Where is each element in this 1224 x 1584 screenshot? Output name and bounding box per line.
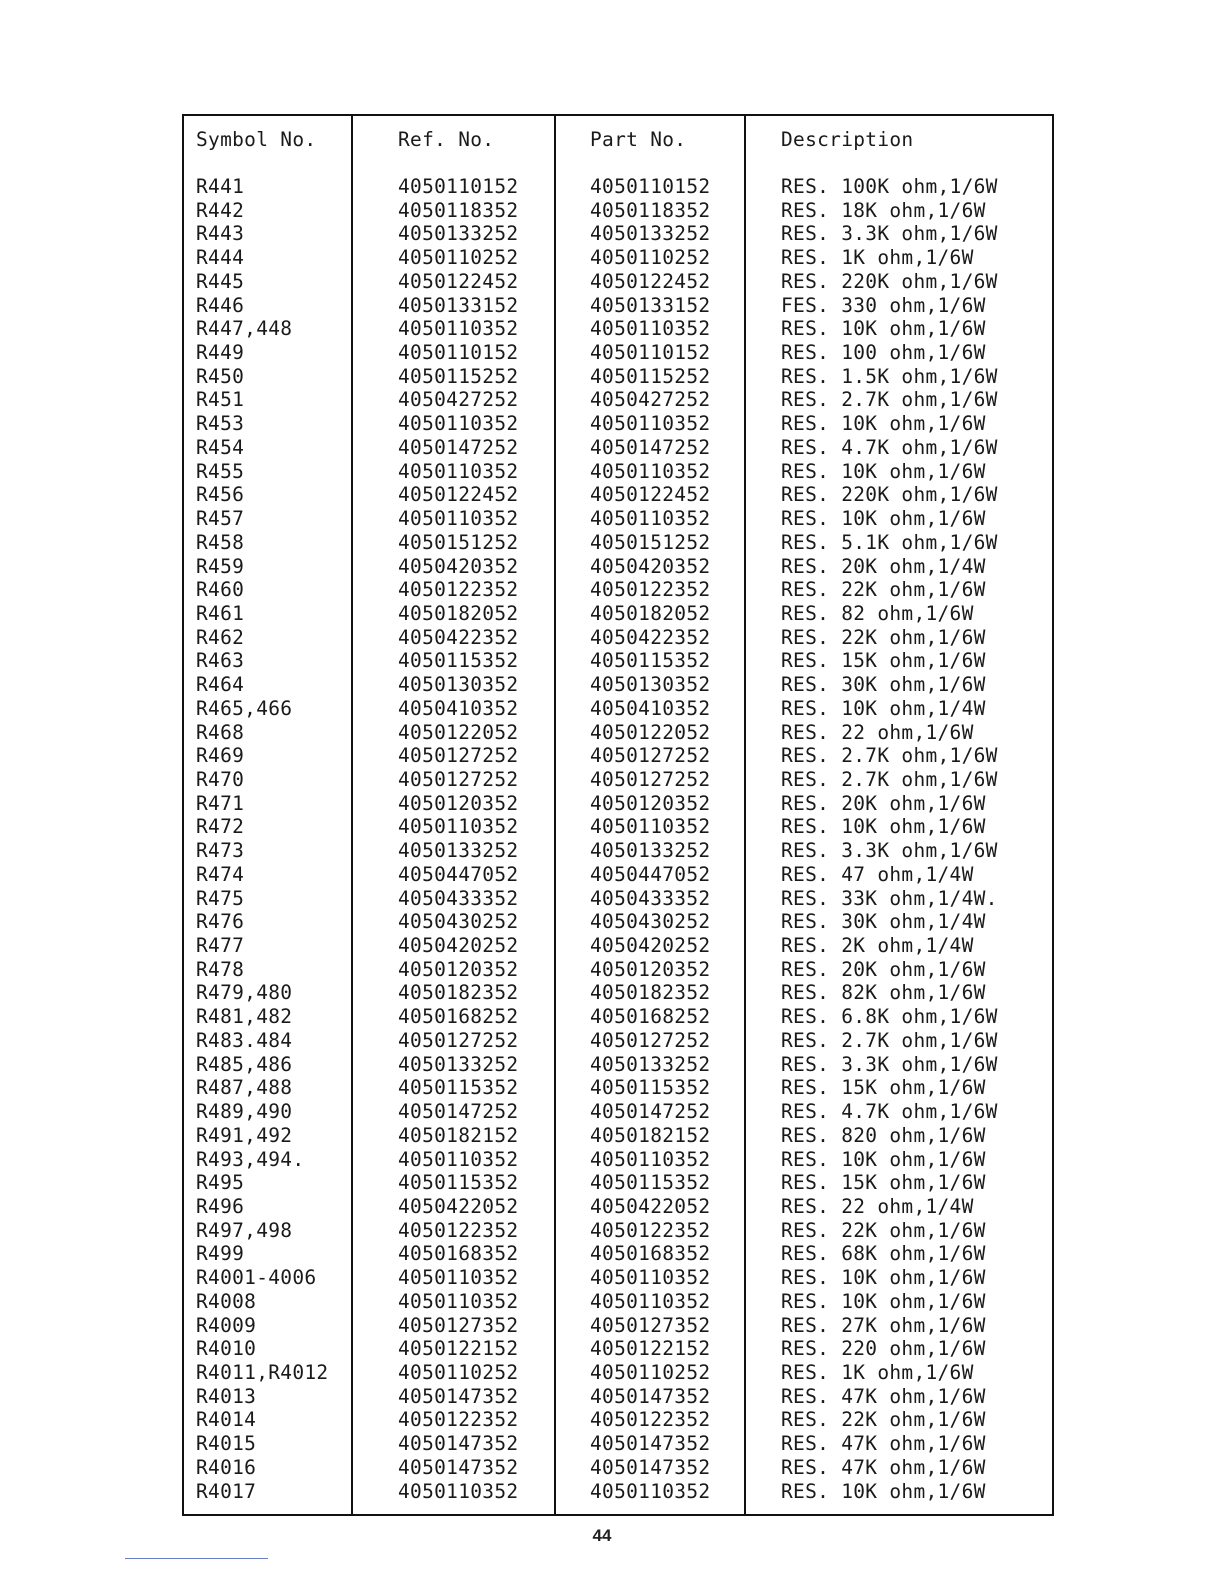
- part-no-cell: 4050115352: [590, 1076, 711, 1100]
- table-row: [184, 1266, 1052, 1290]
- part-no-cell: 4050110352: [590, 1479, 711, 1503]
- part-no-cell: 4050110352: [590, 1266, 711, 1290]
- table-row: [184, 483, 1052, 507]
- description-cell: RES. 82K ohm,1/6W: [781, 981, 986, 1005]
- part-no-cell: 4050120352: [590, 957, 711, 981]
- ref-no-cell: 4050110352: [398, 1266, 519, 1290]
- ref-no-cell: 4050422352: [398, 625, 519, 649]
- symbol-no-cell: R450: [196, 364, 245, 388]
- ref-no-cell: 4050147352: [398, 1384, 519, 1408]
- symbol-no-cell: R443: [196, 222, 245, 246]
- part-no-cell: 4050430252: [590, 910, 711, 934]
- table-row: [184, 1242, 1052, 1266]
- part-no-cell: 4050130352: [590, 673, 711, 697]
- table-row: [184, 270, 1052, 294]
- description-cell: RES. 100K ohm,1/6W: [781, 175, 998, 198]
- part-no-cell: 4050127252: [590, 1028, 711, 1052]
- symbol-no-cell: R444: [196, 246, 245, 270]
- part-no-cell: 4050133252: [590, 1052, 711, 1076]
- part-no-cell: 4050420352: [590, 554, 711, 578]
- symbol-no-cell: R4013: [196, 1384, 257, 1408]
- description-cell: RES. 47 ohm,1/4W: [781, 862, 974, 886]
- table-row: [184, 199, 1052, 223]
- symbol-no-cell: R463: [196, 649, 245, 673]
- description-cell: RES. 2K ohm,1/4W: [781, 934, 974, 958]
- symbol-no-cell: R479,480: [196, 981, 293, 1005]
- symbol-no-cell: R487,488: [196, 1076, 293, 1100]
- description-cell: RES. 47K ohm,1/6W: [781, 1455, 986, 1479]
- part-no-cell: 4050115252: [590, 364, 711, 388]
- description-cell: RES. 10K ohm,1/4W: [781, 696, 986, 720]
- symbol-no-cell: R472: [196, 815, 245, 839]
- part-no-cell: 4050127252: [590, 744, 711, 768]
- symbol-no-cell: R445: [196, 269, 245, 293]
- description-cell: RES. 20K ohm,1/6W: [781, 957, 986, 981]
- symbol-no-cell: R477: [196, 934, 245, 958]
- part-no-cell: 4050182052: [590, 601, 711, 625]
- part-no-cell: 4050151252: [590, 530, 711, 554]
- part-no-cell: 4050427252: [590, 388, 711, 412]
- ref-no-cell: 4050127252: [398, 1028, 519, 1052]
- ref-no-cell: 4050110352: [398, 459, 519, 483]
- description-cell: RES. 10K ohm,1/6W: [781, 815, 986, 839]
- part-no-cell: 4050127352: [590, 1313, 711, 1337]
- description-cell: RES. 68K ohm,1/6W: [781, 1242, 986, 1266]
- ref-no-cell: 4050122352: [398, 1408, 519, 1432]
- description-cell: RES. 10K ohm,1/6W: [781, 317, 986, 341]
- ref-no-cell: 4050447052: [398, 862, 519, 886]
- table-row: [184, 412, 1052, 436]
- symbol-no-cell: R465,466: [196, 696, 293, 720]
- part-no-cell: 4050127252: [590, 768, 711, 791]
- table-row: [184, 626, 1052, 650]
- table-row: [184, 744, 1052, 768]
- description-cell: RES. 6.8K ohm,1/6W: [781, 1005, 998, 1029]
- symbol-no-cell: R451: [196, 388, 245, 412]
- ref-no-cell: 4050110352: [398, 815, 519, 839]
- part-no-cell: 4050110352: [590, 412, 711, 436]
- ref-no-cell: 4050110252: [398, 246, 519, 270]
- symbol-no-cell: R4011,R4012: [196, 1361, 329, 1384]
- description-cell: RES. 10K ohm,1/6W: [781, 1147, 986, 1171]
- table-row: [184, 1219, 1052, 1243]
- table-row: [184, 1171, 1052, 1195]
- table-row: [184, 1314, 1052, 1338]
- ref-no-cell: 4050422052: [398, 1194, 519, 1218]
- table-row: [184, 910, 1052, 934]
- ref-no-cell: 4050410352: [398, 696, 519, 720]
- part-no-cell: 4050147252: [590, 1100, 711, 1124]
- ref-no-cell: 4050182052: [398, 601, 519, 625]
- table-row: [184, 721, 1052, 745]
- ref-no-cell: 4050122452: [398, 269, 519, 293]
- ref-no-cell: 4050130352: [398, 673, 519, 697]
- symbol-no-cell: R471: [196, 791, 245, 815]
- symbol-no-cell: R469: [196, 744, 245, 768]
- part-no-cell: 4050122452: [590, 483, 711, 507]
- symbol-no-cell: R474: [196, 862, 245, 886]
- table-row: [184, 673, 1052, 697]
- table-row: [184, 1029, 1052, 1053]
- header-ref-no: Ref. No.: [398, 128, 495, 151]
- table-row: [184, 649, 1052, 673]
- table-row: [184, 958, 1052, 982]
- description-cell: RES. 15K ohm,1/6W: [781, 649, 986, 673]
- description-cell: RES. 1K ohm,1/6W: [781, 1361, 974, 1384]
- description-cell: RES. 22K ohm,1/6W: [781, 578, 986, 602]
- ref-no-cell: 4050122152: [398, 1337, 519, 1361]
- ref-no-cell: 4050115252: [398, 364, 519, 388]
- description-cell: RES. 1.5K ohm,1/6W: [781, 364, 998, 388]
- symbol-no-cell: R473: [196, 839, 245, 863]
- symbol-no-cell: R449: [196, 341, 245, 365]
- part-no-cell: 4050133152: [590, 293, 711, 317]
- part-no-cell: 4050422352: [590, 625, 711, 649]
- description-cell: RES. 30K ohm,1/6W: [781, 673, 986, 697]
- table-row: [184, 981, 1052, 1005]
- symbol-no-cell: R475: [196, 886, 245, 910]
- description-cell: FES. 330 ohm,1/6W: [781, 293, 986, 317]
- symbol-no-cell: R4015: [196, 1432, 257, 1456]
- table-row: [184, 1148, 1052, 1172]
- part-no-cell: 4050110352: [590, 1147, 711, 1171]
- table-row: [184, 1337, 1052, 1361]
- ref-no-cell: 4050182152: [398, 1123, 519, 1147]
- part-no-cell: 4050110352: [590, 1289, 711, 1313]
- parts-list-table: [182, 114, 1054, 1516]
- ref-no-cell: 4050110152: [398, 341, 519, 365]
- part-no-cell: 4050147352: [590, 1384, 711, 1408]
- part-no-cell: 4050122352: [590, 578, 711, 602]
- ref-no-cell: 4050147252: [398, 1100, 519, 1124]
- ref-no-cell: 4050120352: [398, 957, 519, 981]
- symbol-no-cell: R4014: [196, 1408, 257, 1432]
- ref-no-cell: 4050118352: [398, 198, 519, 222]
- description-cell: RES. 22K ohm,1/6W: [781, 1408, 986, 1432]
- table-row: [184, 1408, 1052, 1432]
- symbol-no-cell: R457: [196, 507, 245, 531]
- description-cell: RES. 22 ohm,1/4W: [781, 1194, 974, 1218]
- table-row: [184, 222, 1052, 246]
- symbol-no-cell: R464: [196, 673, 245, 697]
- ref-no-cell: 4050133152: [398, 293, 519, 317]
- description-cell: RES. 10K ohm,1/6W: [781, 459, 986, 483]
- description-cell: RES. 30K ohm,1/4W: [781, 910, 986, 934]
- part-no-cell: 4050147352: [590, 1455, 711, 1479]
- symbol-no-cell: R476: [196, 910, 245, 934]
- table-row: [184, 815, 1052, 839]
- ref-no-cell: 4050168352: [398, 1242, 519, 1266]
- symbol-no-cell: R483.484: [196, 1028, 293, 1052]
- description-cell: RES. 47K ohm,1/6W: [781, 1384, 986, 1408]
- table-row: [184, 1480, 1052, 1504]
- part-no-cell: 4050115352: [590, 1171, 711, 1195]
- symbol-no-cell: R478: [196, 957, 245, 981]
- part-no-cell: 4050410352: [590, 696, 711, 720]
- symbol-no-cell: R470: [196, 768, 245, 791]
- table-row: [184, 602, 1052, 626]
- table-row: [184, 388, 1052, 412]
- description-cell: RES. 1K ohm,1/6W: [781, 246, 974, 270]
- description-cell: RES. 22K ohm,1/6W: [781, 625, 986, 649]
- part-no-cell: 4050420252: [590, 934, 711, 958]
- symbol-no-cell: R447,448: [196, 317, 293, 341]
- table-row: [184, 531, 1052, 555]
- description-cell: RES. 5.1K ohm,1/6W: [781, 530, 998, 554]
- ref-no-cell: 4050420352: [398, 554, 519, 578]
- part-no-cell: 4050433352: [590, 886, 711, 910]
- part-no-cell: 4050168352: [590, 1242, 711, 1266]
- table-row: [184, 863, 1052, 887]
- description-cell: RES. 220 ohm,1/6W: [781, 1337, 986, 1361]
- description-cell: RES. 220K ohm,1/6W: [781, 269, 998, 293]
- table-row: [184, 1053, 1052, 1077]
- symbol-no-cell: R493,494.: [196, 1147, 305, 1171]
- ref-no-cell: 4050110252: [398, 1361, 519, 1384]
- part-no-cell: 4050110252: [590, 1361, 711, 1384]
- table-row: [184, 175, 1052, 199]
- description-cell: RES. 27K ohm,1/6W: [781, 1313, 986, 1337]
- symbol-no-cell: R4009: [196, 1313, 257, 1337]
- symbol-no-cell: R442: [196, 198, 245, 222]
- part-no-cell: 4050147352: [590, 1432, 711, 1456]
- description-cell: RES. 10K ohm,1/6W: [781, 412, 986, 436]
- ref-no-cell: 4050168252: [398, 1005, 519, 1029]
- symbol-no-cell: R491,492: [196, 1123, 293, 1147]
- ref-no-cell: 4050147252: [398, 435, 519, 459]
- description-cell: RES. 4.7K ohm,1/6W: [781, 435, 998, 459]
- part-no-cell: 4050115352: [590, 649, 711, 673]
- ref-no-cell: 4050122352: [398, 1218, 519, 1242]
- description-cell: RES. 10K ohm,1/6W: [781, 1266, 986, 1290]
- part-no-cell: 4050133252: [590, 222, 711, 246]
- ref-no-cell: 4050110352: [398, 507, 519, 531]
- ref-no-cell: 4050147352: [398, 1455, 519, 1479]
- table-row: [184, 578, 1052, 602]
- description-cell: RES. 3.3K ohm,1/6W: [781, 1052, 998, 1076]
- symbol-no-cell: R481,482: [196, 1005, 293, 1029]
- table-header-row: [184, 128, 1052, 152]
- table-row: [184, 341, 1052, 365]
- description-cell: RES. 4.7K ohm,1/6W: [781, 1100, 998, 1124]
- table-row: [184, 792, 1052, 816]
- symbol-no-cell: R495: [196, 1171, 245, 1195]
- symbol-no-cell: R454: [196, 435, 245, 459]
- description-cell: RES. 3.3K ohm,1/6W: [781, 222, 998, 246]
- part-no-cell: 4050110352: [590, 317, 711, 341]
- symbol-no-cell: R456: [196, 483, 245, 507]
- ref-no-cell: 4050133252: [398, 222, 519, 246]
- description-cell: RES. 10K ohm,1/6W: [781, 1479, 986, 1503]
- table-row: [184, 1124, 1052, 1148]
- description-cell: RES. 22 ohm,1/6W: [781, 720, 974, 744]
- table-row: [184, 1385, 1052, 1409]
- ref-no-cell: 4050133252: [398, 839, 519, 863]
- symbol-no-cell: R485,486: [196, 1052, 293, 1076]
- description-cell: RES. 2.7K ohm,1/6W: [781, 744, 998, 768]
- ref-no-cell: 4050110352: [398, 412, 519, 436]
- part-no-cell: 4050133252: [590, 839, 711, 863]
- table-row: [184, 768, 1052, 792]
- ref-no-cell: 4050110152: [398, 175, 519, 198]
- description-cell: RES. 22K ohm,1/6W: [781, 1218, 986, 1242]
- part-no-cell: 4050110352: [590, 507, 711, 531]
- symbol-no-cell: R455: [196, 459, 245, 483]
- part-no-cell: 4050147252: [590, 435, 711, 459]
- table-row: [184, 317, 1052, 341]
- ref-no-cell: 4050115352: [398, 1171, 519, 1195]
- ref-no-cell: 4050427252: [398, 388, 519, 412]
- ref-no-cell: 4050110352: [398, 1289, 519, 1313]
- table-row: [184, 1432, 1052, 1456]
- table-row: [184, 697, 1052, 721]
- symbol-no-cell: R496: [196, 1194, 245, 1218]
- table-row: [184, 1456, 1052, 1480]
- table-row: [184, 1195, 1052, 1219]
- table-row: [184, 1100, 1052, 1124]
- ref-no-cell: 4050151252: [398, 530, 519, 554]
- symbol-no-cell: R453: [196, 412, 245, 436]
- description-cell: RES. 100 ohm,1/6W: [781, 341, 986, 365]
- description-cell: RES. 3.3K ohm,1/6W: [781, 839, 998, 863]
- ref-no-cell: 4050122352: [398, 578, 519, 602]
- symbol-no-cell: R4001-4006: [196, 1266, 317, 1290]
- ref-no-cell: 4050110352: [398, 1479, 519, 1503]
- symbol-no-cell: R499: [196, 1242, 245, 1266]
- ref-no-cell: 4050127252: [398, 768, 519, 791]
- part-no-cell: 4050110352: [590, 815, 711, 839]
- header-symbol-no: Symbol No.: [196, 128, 317, 151]
- table-row: [184, 887, 1052, 911]
- symbol-no-cell: R459: [196, 554, 245, 578]
- description-cell: RES. 820 ohm,1/6W: [781, 1123, 986, 1147]
- part-no-cell: 4050168252: [590, 1005, 711, 1029]
- symbol-no-cell: R458: [196, 530, 245, 554]
- table-row: [184, 1005, 1052, 1029]
- description-cell: RES. 10K ohm,1/6W: [781, 507, 986, 531]
- ref-no-cell: 4050120352: [398, 791, 519, 815]
- part-no-cell: 4050110252: [590, 246, 711, 270]
- header-description: Description: [781, 128, 914, 151]
- ref-no-cell: 4050110352: [398, 1147, 519, 1171]
- part-no-cell: 4050110152: [590, 175, 711, 198]
- symbol-no-cell: R4010: [196, 1337, 257, 1361]
- symbol-no-cell: R4008: [196, 1289, 257, 1313]
- ref-no-cell: 4050182352: [398, 981, 519, 1005]
- symbol-no-cell: R460: [196, 578, 245, 602]
- footer-rule: [125, 1558, 268, 1559]
- description-cell: RES. 220K ohm,1/6W: [781, 483, 998, 507]
- description-cell: RES. 15K ohm,1/6W: [781, 1076, 986, 1100]
- ref-no-cell: 4050147352: [398, 1432, 519, 1456]
- description-cell: RES. 15K ohm,1/6W: [781, 1171, 986, 1195]
- symbol-no-cell: R468: [196, 720, 245, 744]
- table-row: [184, 1290, 1052, 1314]
- ref-no-cell: 4050420252: [398, 934, 519, 958]
- symbol-no-cell: R489,490: [196, 1100, 293, 1124]
- symbol-no-cell: R4016: [196, 1455, 257, 1479]
- description-cell: RES. 20K ohm,1/4W: [781, 554, 986, 578]
- part-no-cell: 4050120352: [590, 791, 711, 815]
- table-row: [184, 460, 1052, 484]
- part-no-cell: 4050122052: [590, 720, 711, 744]
- part-no-cell: 4050118352: [590, 198, 711, 222]
- description-cell: RES. 47K ohm,1/6W: [781, 1432, 986, 1456]
- description-cell: RES. 2.7K ohm,1/6W: [781, 768, 998, 791]
- description-cell: RES. 82 ohm,1/6W: [781, 601, 974, 625]
- part-no-cell: 4050122152: [590, 1337, 711, 1361]
- part-no-cell: 4050182352: [590, 981, 711, 1005]
- description-cell: RES. 33K ohm,1/4W.: [781, 886, 998, 910]
- description-cell: RES. 20K ohm,1/6W: [781, 791, 986, 815]
- header-part-no: Part No.: [590, 128, 687, 151]
- part-no-cell: 4050110352: [590, 459, 711, 483]
- symbol-no-cell: R462: [196, 625, 245, 649]
- table-row: [184, 555, 1052, 579]
- symbol-no-cell: R441: [196, 175, 245, 198]
- table-row: [184, 1076, 1052, 1100]
- ref-no-cell: 4050127252: [398, 744, 519, 768]
- table-row: [184, 934, 1052, 958]
- description-cell: RES. 18K ohm,1/6W: [781, 198, 986, 222]
- table-row: [184, 436, 1052, 460]
- table-row: [184, 839, 1052, 863]
- ref-no-cell: 4050115352: [398, 649, 519, 673]
- ref-no-cell: 4050110352: [398, 317, 519, 341]
- symbol-no-cell: R461: [196, 601, 245, 625]
- description-cell: RES. 10K ohm,1/6W: [781, 1289, 986, 1313]
- part-no-cell: 4050122452: [590, 269, 711, 293]
- description-cell: RES. 2.7K ohm,1/6W: [781, 388, 998, 412]
- symbol-no-cell: R4017: [196, 1479, 257, 1503]
- part-no-cell: 4050122352: [590, 1218, 711, 1242]
- ref-no-cell: 4050122052: [398, 720, 519, 744]
- ref-no-cell: 4050430252: [398, 910, 519, 934]
- table-row: [184, 507, 1052, 531]
- ref-no-cell: 4050122452: [398, 483, 519, 507]
- table-row: [184, 246, 1052, 270]
- part-no-cell: 4050447052: [590, 862, 711, 886]
- table-row: [184, 365, 1052, 389]
- part-no-cell: 4050110152: [590, 341, 711, 365]
- ref-no-cell: 4050133252: [398, 1052, 519, 1076]
- description-cell: RES. 2.7K ohm,1/6W: [781, 1028, 998, 1052]
- symbol-no-cell: R497,498: [196, 1218, 293, 1242]
- table-row: [184, 1361, 1052, 1385]
- ref-no-cell: 4050127352: [398, 1313, 519, 1337]
- part-no-cell: 4050122352: [590, 1408, 711, 1432]
- page-number: 44: [592, 1526, 612, 1545]
- part-no-cell: 4050182152: [590, 1123, 711, 1147]
- ref-no-cell: 4050115352: [398, 1076, 519, 1100]
- table-row: [184, 294, 1052, 318]
- part-no-cell: 4050422052: [590, 1194, 711, 1218]
- symbol-no-cell: R446: [196, 293, 245, 317]
- ref-no-cell: 4050433352: [398, 886, 519, 910]
